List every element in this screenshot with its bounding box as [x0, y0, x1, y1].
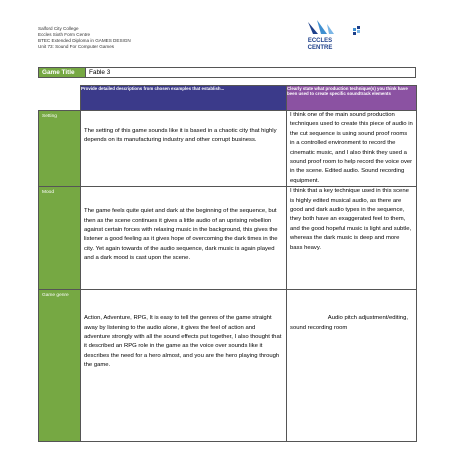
blank-corner: [39, 86, 81, 111]
setting-technique: I think one of the main sound production techniques used to create this piece of audio in the cut sequence is using sound proof rooms in a controlled environment to record the cinematic music, and I also think they used a sound proof room to help record the voice over in the scene. Edited audio. Sound recording equipment.: [290, 112, 413, 184]
genre-technique-line1: Audio pitch adjustment/editing,: [327, 315, 408, 322]
eccles-centre-logo: [300, 18, 340, 58]
column-header-techniques: Clearly state what production technique(s) you think have been used to create specific soundtrack elements: [287, 86, 417, 111]
college-emblem-icon: [352, 26, 364, 38]
game-title-label: Game Title: [39, 68, 86, 78]
game-title-table: [38, 67, 416, 78]
college-name: Salford City College: [38, 26, 79, 31]
row-label-game-genre: Game genre: [39, 290, 81, 442]
document-header: [38, 26, 131, 50]
centre-name: Eccles Sixth Form Centre: [38, 32, 91, 38]
game-title-value: Fable 3: [86, 68, 416, 78]
setting-description-cell: [81, 111, 287, 187]
course-name: BTEC Extended Diploma in GAMES DESIGN: [38, 38, 131, 44]
table-row-game-genre: [39, 290, 417, 442]
row-label-setting: Setting: [39, 111, 81, 187]
mood-technique-cell: [287, 187, 417, 290]
row-label-mood: Mood: [39, 187, 81, 290]
genre-description-cell: [81, 290, 287, 442]
genre-technique-line2: sound recording room: [290, 324, 348, 331]
setting-description: The setting of this game sounds like it is based in a chaotic city that highly depends on its manufacturing industry and other corrupt business.: [84, 128, 277, 144]
unit-name: Unit 73: Sound For Computer Games: [38, 44, 115, 50]
svg-text:CENTRE: CENTRE: [307, 45, 333, 51]
svg-text:ECCLES: ECCLES: [307, 38, 333, 44]
mood-description-cell: [81, 187, 287, 290]
mood-technique: I think that a key technique used in this scene is highly edited musical audio, as there are good and dark audio types in the sequence, they both have an exaggerated feel to them, and the good hopeful music is light and subtle, whereas the dark music is deep and more bass heavy.: [290, 188, 412, 251]
table-row-setting: [39, 111, 417, 187]
mood-description: The game feels quite quiet and dark at the beginning of the sequence, but then as the scene continues it gives a little audio of an uprising rebellion against certain forces with relaxing music in the background, this gives the listener a good feeling as it gives hope of overcoming the dark times in the city. Yet again towards of the audio sequence, dark music is again played and a dark mood is cast upon the scene.: [84, 208, 278, 262]
setting-technique-cell: [287, 111, 417, 187]
salford-city-college-logo: [352, 24, 414, 54]
analysis-table: [38, 85, 417, 442]
genre-description: Action, Adventure, RPG, It is easy to tell the genres of the game straight away by listening to the audio alone, it gives the feel of action and adventure strongly with all the sound effects put together, I also thought that it described an RPG role in the game as the voice over sounds like it describes the need for a hero almost, and you are the hero playing through the game.: [84, 315, 282, 369]
column-header-descriptions: Provide detailed descriptions from chosen examples that establish...: [81, 86, 287, 111]
table-row-mood: [39, 187, 417, 290]
header-row: [39, 86, 417, 111]
genre-technique-cell: [287, 290, 417, 442]
